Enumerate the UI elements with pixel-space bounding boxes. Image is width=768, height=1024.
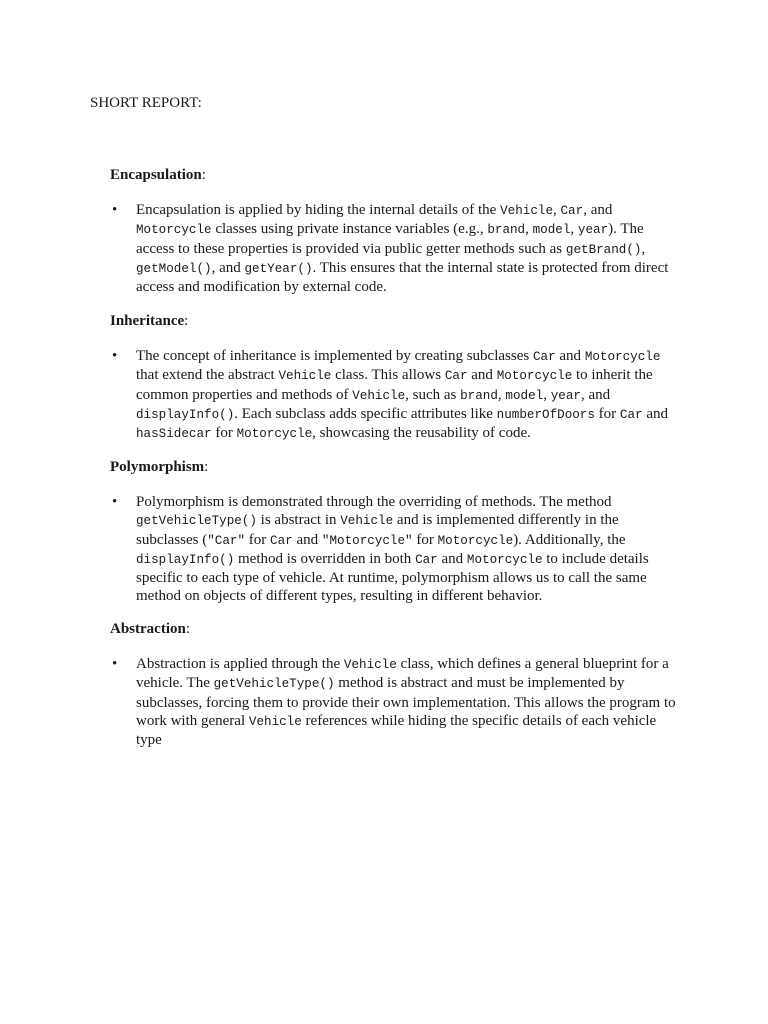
section-heading [110, 458, 682, 476]
text-run: , [570, 221, 578, 238]
inline-code: getBrand() [565, 242, 642, 257]
inline-code: brand [460, 388, 498, 403]
text-run: , such as [405, 386, 461, 403]
inline-code: year [577, 223, 609, 238]
section-heading [110, 166, 682, 184]
text-run: to include details specific to each type of vehicle. At runtime, polymorphism allows us to call the same method on objects of different types, resulting in different behavior. [136, 550, 649, 605]
inline-code: Vehicle [500, 204, 553, 218]
section-heading [110, 312, 682, 330]
text-run: , [543, 386, 551, 403]
inline-code: hasSidecar [136, 427, 212, 442]
inline-code: displayInfo() [136, 552, 235, 567]
inline-code: Car [444, 369, 468, 384]
inline-code: Motorcycle [584, 350, 661, 364]
text-run: and [467, 367, 497, 384]
section-heading-text: Inheritance [110, 313, 185, 329]
heading-colon: : [204, 459, 209, 475]
inline-code: Vehicle [278, 369, 332, 384]
inline-code: Motorcycle [437, 533, 514, 548]
inline-code: model [532, 223, 571, 238]
bullet-text [136, 202, 668, 295]
inline-code: Vehicle [352, 388, 406, 403]
text-run: is abstract in [256, 512, 341, 529]
text-run: The concept of inheritance is implemented by creating subclasses [136, 348, 533, 364]
text-run: and [642, 405, 669, 422]
text-run: and [555, 348, 585, 364]
inline-code: brand [487, 223, 526, 238]
section-heading-text: Polymorphism [110, 459, 205, 475]
heading-colon: : [184, 313, 189, 329]
text-run: to inherit the common properties and methods of [136, 367, 653, 403]
text-run: class, which defines a general blueprint for a vehicle. The [136, 656, 669, 692]
inline-code: displayInfo() [136, 407, 235, 422]
inline-code: year [550, 388, 581, 403]
inline-code: "Car" [207, 533, 246, 548]
inline-code: Motorcycle [496, 369, 573, 384]
text-run: . Each subclass adds specific attributes like [234, 405, 497, 422]
text-run: for [211, 425, 237, 442]
inline-code: Vehicle [340, 514, 394, 529]
section-heading-text: Encapsulation [110, 167, 202, 183]
inline-code: getVehicleType() [213, 677, 335, 692]
inline-code: model [505, 388, 544, 403]
bullet-list [110, 201, 682, 296]
list-item [110, 655, 682, 749]
text-run: Encapsulation is applied by hiding the internal details of the [136, 202, 501, 218]
inline-code: Car [415, 552, 438, 567]
text-run: , showcasing the reusability of code. [312, 425, 531, 442]
text-run: ). Additionally, the [513, 531, 626, 548]
inline-code: Car [270, 533, 293, 548]
list-item [110, 347, 682, 443]
bullet-icon: • [112, 202, 118, 218]
text-run: for [594, 405, 620, 422]
inline-code: Vehicle [248, 714, 302, 729]
text-run: references while hiding the specific details of each vehicle type [136, 712, 657, 749]
inline-code: getModel() [136, 261, 212, 276]
inline-code: getYear() [244, 261, 313, 276]
heading-colon: : [201, 167, 206, 183]
bullet-text [136, 348, 668, 441]
text-run: class. This allows [331, 367, 445, 384]
section-heading [110, 620, 682, 638]
text-run: . This ensures that the internal state is protected from direct access and modification by external code. [136, 259, 669, 296]
inline-code: getVehicleType() [136, 514, 257, 529]
text-run: that extend the abstract [136, 367, 279, 384]
bullet-text [136, 494, 649, 604]
section-heading-text: Abstraction [110, 621, 186, 637]
text-run: Abstraction is applied through the [136, 656, 344, 672]
report-title: SHORT REPORT: [90, 95, 202, 111]
text-run: for [245, 531, 271, 548]
text-run: method is overridden in both [234, 550, 416, 567]
inline-code: Motorcycle [236, 427, 313, 442]
text-run: , [553, 202, 561, 218]
inline-code: Motorcycle [466, 552, 543, 567]
inline-code: Car [560, 204, 584, 218]
inline-code: Car [532, 350, 556, 364]
text-run: and is implemented differently in the subclasses ( [136, 512, 619, 548]
list-item [110, 493, 682, 606]
text-run: and [292, 531, 322, 548]
text-run: ). The access to these properties is provided via public getter methods such as [136, 221, 644, 257]
text-run: , [525, 221, 533, 238]
text-run: , and [583, 202, 613, 218]
bullet-icon: • [112, 348, 118, 364]
list-item [110, 201, 682, 296]
heading-colon: : [185, 621, 190, 637]
inline-code: "Motorcycle" [321, 533, 413, 548]
section-abstraction [110, 620, 682, 749]
inline-code: Motorcycle [136, 223, 212, 238]
text-run: , and [211, 259, 245, 276]
text-run: Polymorphism is demonstrated through the overriding of methods. The method [136, 494, 612, 510]
bullet-list [110, 655, 682, 749]
text-run: , [497, 386, 506, 403]
bullet-icon: • [112, 494, 118, 510]
section-polymorphism [110, 458, 682, 606]
bullet-list [110, 347, 682, 443]
text-run: , [641, 240, 646, 257]
bullet-icon: • [112, 656, 118, 672]
inline-code: numberOfDoors [496, 407, 595, 422]
inline-code: Vehicle [343, 658, 397, 672]
section-encapsulation [110, 166, 682, 296]
text-run: and [437, 550, 467, 567]
section-inheritance [110, 312, 682, 443]
text-run: classes using private instance variables (e.g., [211, 221, 488, 238]
bullet-list [110, 493, 682, 606]
inline-code: Car [619, 407, 643, 422]
bullet-text [136, 656, 676, 748]
text-run: for [412, 531, 438, 548]
text-run: method is abstract and must be implemented by subclasses, forcing them to provide their own implementation. This allows the program to work with general [136, 675, 676, 729]
text-run: , and [580, 386, 611, 403]
